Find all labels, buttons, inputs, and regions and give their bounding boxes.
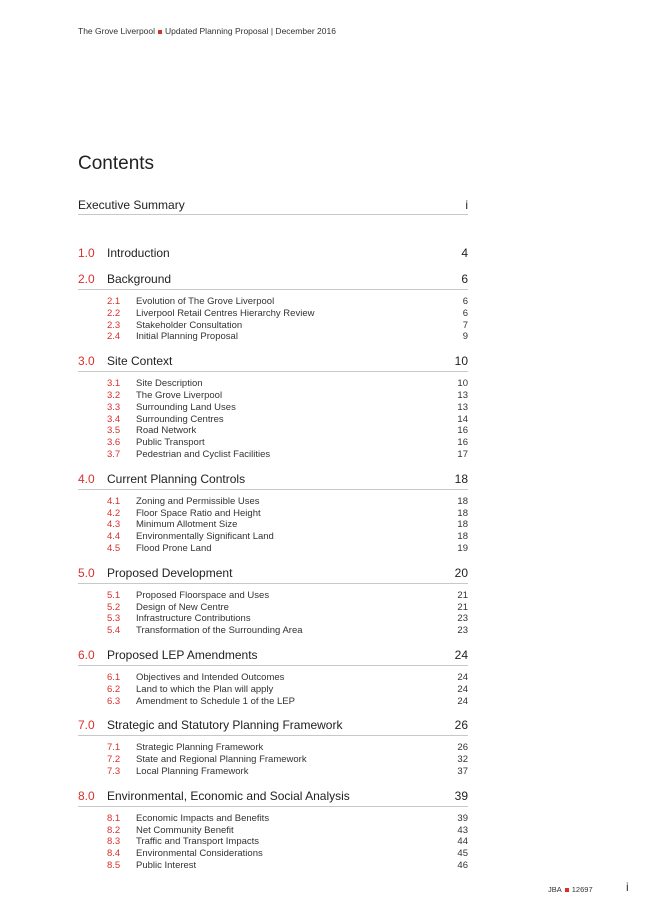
subsection-title: Objectives and Intended Outcomes xyxy=(136,671,285,683)
subsection-number: 2.1 xyxy=(107,296,121,307)
toc-subsection-list xyxy=(78,290,468,349)
subsection-page: 37 xyxy=(457,765,468,777)
section-number: 1.0 xyxy=(78,246,95,260)
subsection-number: 7.3 xyxy=(107,765,121,777)
footer-number: 12697 xyxy=(571,885,593,894)
subsection-title: Floor Space Ratio and Height xyxy=(136,507,261,519)
toc-section xyxy=(78,349,468,467)
subsection-page: 24 xyxy=(457,695,468,707)
toc-subsection-row[interactable] xyxy=(78,531,468,543)
subsection-number: 3.5 xyxy=(107,425,121,437)
header-title-part1: The Grove Liverpool xyxy=(78,26,156,36)
footer-reference xyxy=(548,885,593,894)
subsection-number: 4.4 xyxy=(107,531,121,543)
subsection-page: 43 xyxy=(457,824,468,836)
page-number: i xyxy=(626,880,629,894)
toc-subsection-row[interactable] xyxy=(78,425,468,437)
toc-subsection-row[interactable] xyxy=(78,696,468,708)
subsection-title: Initial Planning Proposal xyxy=(136,331,238,343)
subsection-page: 13 xyxy=(457,401,468,413)
subsection-number: 2.2 xyxy=(107,307,121,319)
subsection-number: 5.3 xyxy=(107,613,121,625)
section-title: Proposed Development xyxy=(107,565,233,580)
toc-section xyxy=(78,561,468,643)
subsection-title: Proposed Floorspace and Uses xyxy=(136,589,270,601)
toc-section xyxy=(78,713,468,783)
toc-section-row[interactable] xyxy=(78,267,468,290)
running-header xyxy=(78,26,336,36)
subsection-title: The Grove Liverpool xyxy=(136,389,223,401)
subsection-page: 18 xyxy=(457,531,468,543)
toc-subsection-row[interactable] xyxy=(78,496,468,508)
subsection-number: 8.5 xyxy=(107,859,121,871)
subsection-page: 7 xyxy=(462,319,468,331)
section-page: 20 xyxy=(454,565,468,580)
subsection-title: Amendment to Schedule 1 of the LEP xyxy=(136,695,295,707)
subsection-page: 39 xyxy=(457,812,468,824)
subsection-title: Site Description xyxy=(136,378,203,390)
toc-subsection-row[interactable] xyxy=(78,754,468,766)
toc-subsection-row[interactable] xyxy=(78,742,468,754)
subsection-title: Flood Prone Land xyxy=(136,542,212,554)
subsection-title: Local Planning Framework xyxy=(136,765,249,777)
toc-subsection-row[interactable] xyxy=(78,508,468,520)
subsection-title: Environmentally Significant Land xyxy=(136,531,274,543)
toc-subsection-row[interactable] xyxy=(78,684,468,696)
subsection-number: 8.4 xyxy=(107,848,121,860)
toc-section-row[interactable] xyxy=(78,784,468,807)
subsection-page: 14 xyxy=(457,413,468,425)
toc-subsection-row[interactable] xyxy=(78,378,468,390)
toc-sections xyxy=(78,241,468,878)
toc-subsection-row[interactable] xyxy=(78,414,468,426)
subsection-page: 46 xyxy=(457,859,468,871)
toc-subsection-row[interactable] xyxy=(78,672,468,684)
section-title: Introduction xyxy=(107,246,170,260)
subsection-number: 7.2 xyxy=(107,754,121,766)
subsection-number: 3.4 xyxy=(107,413,121,425)
footer-org: JBA xyxy=(548,885,562,894)
subsection-number: 5.2 xyxy=(107,601,121,613)
subsection-title: Pedestrian and Cyclist Facilities xyxy=(136,448,271,460)
red-square-bullet-icon xyxy=(158,30,162,34)
subsection-number: 5.4 xyxy=(107,625,121,637)
toc-subsection-row[interactable] xyxy=(78,825,468,837)
section-number: 7.0 xyxy=(78,718,95,733)
subsection-title: Environmental Considerations xyxy=(136,848,263,860)
section-page: 39 xyxy=(454,788,468,803)
subsection-number: 4.3 xyxy=(107,519,121,531)
subsection-title: Public Interest xyxy=(136,859,197,871)
subsection-number: 3.2 xyxy=(107,389,121,401)
toc-section xyxy=(78,643,468,713)
toc-subsection-row[interactable] xyxy=(78,449,468,461)
subsection-number: 6.1 xyxy=(107,671,121,683)
subsection-title: Minimum Allotment Size xyxy=(136,519,238,531)
toc-subsection-list xyxy=(78,666,468,713)
toc-subsection-list xyxy=(78,807,468,878)
toc-section xyxy=(78,467,468,561)
toc-section-row[interactable] xyxy=(78,241,468,263)
toc-subsection-row[interactable] xyxy=(78,613,468,625)
section-title: Strategic and Statutory Planning Framework xyxy=(107,718,343,733)
toc-section-row[interactable] xyxy=(78,467,468,490)
toc-subsection-row[interactable] xyxy=(78,390,468,402)
toc-subsection-row[interactable] xyxy=(78,766,468,778)
subsection-page: 23 xyxy=(457,625,468,637)
subsection-number: 4.1 xyxy=(107,495,121,507)
page-title: Contents xyxy=(78,153,155,174)
red-square-bullet-icon xyxy=(565,888,569,892)
section-title: Current Planning Controls xyxy=(107,471,246,486)
subsection-page: 24 xyxy=(457,671,468,683)
section-number: 5.0 xyxy=(78,565,95,580)
toc-section xyxy=(78,784,468,878)
subsection-title: Public Transport xyxy=(136,437,205,449)
toc-subsection-list xyxy=(78,490,468,561)
subsection-page: 26 xyxy=(457,742,468,754)
subsection-number: 3.3 xyxy=(107,401,121,413)
subsection-title: Design of New Centre xyxy=(136,601,229,613)
toc-subsection-row[interactable] xyxy=(78,296,468,308)
toc-subsection-row[interactable] xyxy=(78,320,468,332)
toc-subsection-row[interactable] xyxy=(78,402,468,414)
subsection-page: 45 xyxy=(457,848,468,860)
table-of-contents xyxy=(78,198,468,878)
executive-summary-page: i xyxy=(465,198,468,212)
subsection-page: 18 xyxy=(457,495,468,507)
section-number: 4.0 xyxy=(78,471,95,486)
subsection-page: 10 xyxy=(457,378,468,390)
toc-subsection-row[interactable] xyxy=(78,437,468,449)
section-number: 8.0 xyxy=(78,788,95,803)
subsection-title: Infrastructure Contributions xyxy=(136,613,251,625)
section-title: Environmental, Economic and Social Analysis xyxy=(107,788,350,803)
section-page: 24 xyxy=(454,647,468,662)
subsection-page: 13 xyxy=(457,389,468,401)
subsection-page: 6 xyxy=(462,307,468,319)
section-title: Background xyxy=(107,272,172,286)
section-page: 18 xyxy=(454,471,468,486)
subsection-number: 3.7 xyxy=(107,448,121,460)
section-number: 6.0 xyxy=(78,647,95,662)
subsection-page: 18 xyxy=(457,507,468,519)
toc-section-row[interactable] xyxy=(78,713,468,736)
subsection-title: Transformation of the Surrounding Area xyxy=(136,625,303,637)
section-page: 6 xyxy=(461,272,468,286)
subsection-title: Surrounding Centres xyxy=(136,413,224,425)
toc-subsection-row[interactable] xyxy=(78,860,468,872)
toc-subsection-row[interactable] xyxy=(78,519,468,531)
subsection-number: 8.2 xyxy=(107,824,121,836)
subsection-title: Surrounding Land Uses xyxy=(136,401,236,413)
executive-summary-title: Executive Summary xyxy=(78,198,185,212)
subsection-number: 3.1 xyxy=(107,378,121,390)
section-title: Site Context xyxy=(107,354,173,369)
subsection-page: 44 xyxy=(457,836,468,848)
subsection-number: 2.3 xyxy=(107,319,121,331)
subsection-page: 6 xyxy=(462,296,468,307)
toc-subsection-list xyxy=(78,584,468,643)
subsection-title: Liverpool Retail Centres Hierarchy Review xyxy=(136,307,315,319)
subsection-page: 9 xyxy=(462,331,468,343)
subsection-title: Stakeholder Consultation xyxy=(136,319,243,331)
toc-subsection-row[interactable] xyxy=(78,331,468,343)
toc-section xyxy=(78,267,468,349)
subsection-page: 32 xyxy=(457,754,468,766)
toc-subsection-row[interactable] xyxy=(78,813,468,825)
toc-section-row[interactable] xyxy=(78,561,468,584)
toc-section xyxy=(78,241,468,267)
subsection-page: 18 xyxy=(457,519,468,531)
subsection-title: Land to which the Plan will apply xyxy=(136,683,274,695)
subsection-number: 3.6 xyxy=(107,437,121,449)
section-number: 3.0 xyxy=(78,354,95,369)
subsection-number: 8.1 xyxy=(107,812,121,824)
toc-subsection-row[interactable] xyxy=(78,543,468,555)
subsection-title: Net Community Benefit xyxy=(136,824,234,836)
toc-subsection-row[interactable] xyxy=(78,590,468,602)
toc-subsection-row[interactable] xyxy=(78,625,468,637)
subsection-number: 4.2 xyxy=(107,507,121,519)
subsection-page: 21 xyxy=(457,589,468,601)
toc-executive-summary[interactable] xyxy=(78,198,468,215)
subsection-number: 6.2 xyxy=(107,683,121,695)
toc-section-row[interactable] xyxy=(78,643,468,666)
subsection-title: Traffic and Transport Impacts xyxy=(136,836,260,848)
section-page: 10 xyxy=(454,354,468,369)
subsection-title: Economic Impacts and Benefits xyxy=(136,812,270,824)
toc-subsection-row[interactable] xyxy=(78,308,468,320)
toc-subsection-list xyxy=(78,372,468,467)
section-page: 4 xyxy=(461,246,468,260)
subsection-title: Road Network xyxy=(136,425,197,437)
subsection-title: Strategic Planning Framework xyxy=(136,742,264,754)
toc-section-row[interactable] xyxy=(78,349,468,372)
subsection-page: 21 xyxy=(457,601,468,613)
subsection-page: 16 xyxy=(457,437,468,449)
section-number: 2.0 xyxy=(78,272,95,286)
subsection-number: 4.5 xyxy=(107,542,121,554)
subsection-number: 5.1 xyxy=(107,589,121,601)
subsection-number: 6.3 xyxy=(107,695,121,707)
subsection-page: 23 xyxy=(457,613,468,625)
subsection-number: 2.4 xyxy=(107,331,121,343)
subsection-page: 16 xyxy=(457,425,468,437)
subsection-title: State and Regional Planning Framework xyxy=(136,754,307,766)
subsection-page: 17 xyxy=(457,448,468,460)
subsection-title: Zoning and Permissible Uses xyxy=(136,495,260,507)
subsection-page: 19 xyxy=(457,542,468,554)
subsection-title: Evolution of The Grove Liverpool xyxy=(136,296,275,307)
section-title: Proposed LEP Amendments xyxy=(107,647,258,662)
header-title-part2: Updated Planning Proposal | December 2016 xyxy=(165,26,336,36)
toc-subsection-list xyxy=(78,736,468,783)
toc-subsection-row[interactable] xyxy=(78,836,468,848)
subsection-number: 7.1 xyxy=(107,742,121,754)
subsection-page: 24 xyxy=(457,683,468,695)
toc-subsection-row[interactable] xyxy=(78,602,468,614)
section-page: 26 xyxy=(454,718,468,733)
subsection-number: 8.3 xyxy=(107,836,121,848)
toc-subsection-row[interactable] xyxy=(78,848,468,860)
